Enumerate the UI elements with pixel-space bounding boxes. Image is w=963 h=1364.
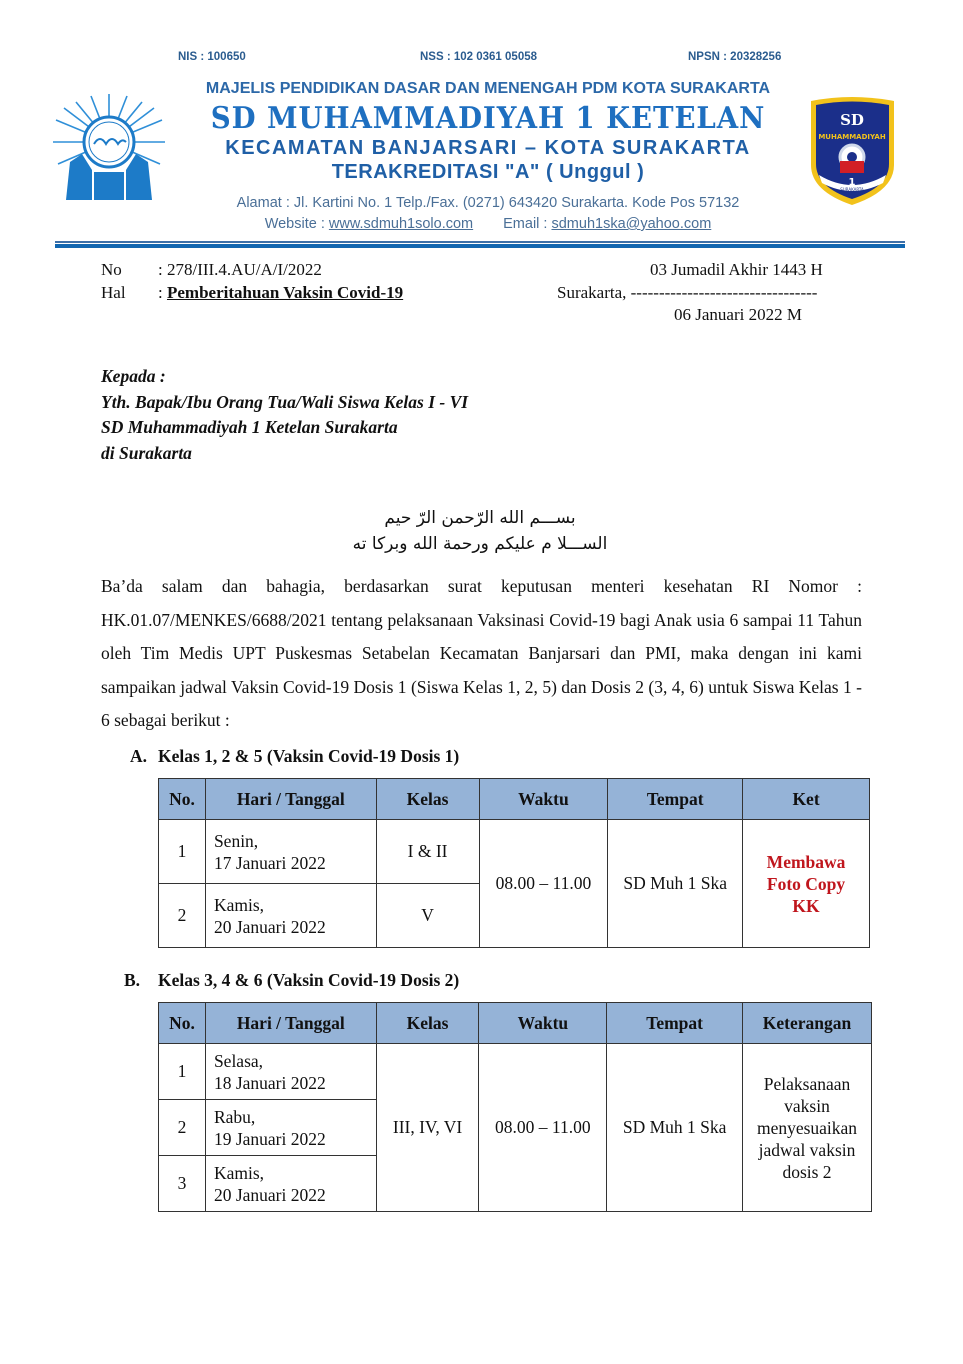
- section-b-text: Kelas 3, 4 & 6 (Vaksin Covid-19 Dosis 2): [158, 970, 460, 990]
- letter-number-label: No: [101, 260, 122, 279]
- row-class: I & II: [376, 820, 479, 884]
- header-divider-thick: [55, 244, 905, 248]
- subject: [158, 283, 403, 303]
- col-header-class: Kelas: [376, 779, 479, 820]
- header-divider-thin: [55, 241, 905, 243]
- row-date-value: 18 Januari 2022: [213, 1072, 326, 1093]
- recipient-line: Kepada :: [101, 366, 166, 386]
- organization-line: MAJELIS PENDIDIKAN DASAR DAN MENENGAH PDM KOTA SURAKARTA: [205, 80, 771, 97]
- row-no: 1: [159, 820, 206, 884]
- col-header-time: Waktu: [479, 779, 608, 820]
- row-day: Senin,: [213, 830, 259, 851]
- date-masehi: 06 Januari 2022 M: [674, 305, 802, 324]
- email-link[interactable]: sdmuh1ska@yahoo.com: [551, 216, 712, 232]
- col-header-class: Kelas: [376, 1003, 479, 1044]
- col-header-note: Ket: [743, 779, 870, 820]
- badge-top-text: SD: [840, 111, 864, 129]
- recipient-block: [101, 364, 468, 466]
- row-place: SD Muh 1 Ska: [607, 1044, 743, 1212]
- npsn-number: NPSN : 20328256: [688, 51, 782, 63]
- table-row: [159, 1044, 872, 1100]
- note-line: Pelaksanaan: [763, 1073, 851, 1094]
- table-header-row: [159, 1003, 872, 1044]
- note-line: KK: [792, 895, 820, 916]
- accreditation-line: TERAKREDITASI "A" ( Unggul ): [331, 161, 645, 183]
- row-no: 2: [159, 884, 206, 948]
- note-line: menyesuaikan: [756, 1117, 858, 1138]
- note-line: dosis 2: [782, 1161, 832, 1182]
- note-line: Foto Copy: [766, 873, 846, 894]
- school-id-numbers: [0, 51, 963, 67]
- col-header-date: Hari / Tanggal: [205, 779, 376, 820]
- subject-label: Hal: [101, 283, 126, 302]
- section-b-letter: B.: [124, 970, 141, 990]
- muhammadiyah-logo-icon: [52, 92, 167, 202]
- recipient-line: Yth. Bapak/Ibu Orang Tua/Wali Siswa Kelas I - VI: [101, 391, 469, 412]
- row-date-value: 17 Januari 2022: [213, 852, 326, 873]
- note-line: jadwal vaksin: [758, 1139, 856, 1160]
- district-line: KECAMATAN BANJARSARI – KOTA SURAKARTA: [225, 137, 751, 159]
- col-header-no: No.: [159, 779, 206, 820]
- salam-greeting: الســـلا م عليكم ورحمة الله وبركا ته: [352, 534, 608, 554]
- col-header-place: Tempat: [607, 1003, 743, 1044]
- row-place: SD Muh 1 Ska: [608, 820, 743, 948]
- place-line: Surakarta, ---------------------------------: [557, 283, 818, 302]
- row-note: [743, 820, 870, 948]
- section-a-letter: A.: [130, 746, 148, 766]
- note-line: vaksin: [784, 1095, 830, 1116]
- row-date-value: 20 Januari 2022: [213, 1184, 326, 1205]
- row-day: Rabu,: [213, 1106, 256, 1127]
- row-day: Selasa,: [213, 1050, 264, 1071]
- website-link[interactable]: www.sdmuh1solo.com: [328, 216, 474, 232]
- schedule-table-dose-2: [158, 1002, 872, 1212]
- col-header-no: No.: [159, 1003, 206, 1044]
- row-note: [743, 1044, 872, 1212]
- body-paragraph: Ba’da salam dan bahagia, berdasarkan surat keputusan menteri kesehatan RI Nomor : HK.01.07/MENKES/6688/2021 tentang pelaksanaan Vaksinasi Covid-19 bagi Anak usia 6 sampai 11 Tahun oleh Tim Medis UPT Puskesmas Setabelan Kecamatan Banjarsari dan PMI, maka dengan ini kami sampaikan jadwal Vaksin Covid-19 Dosis 1 (Siswa Kelas 1, 2, 5) dan Dosis 2 (3, 4, 6) untuk Siswa Kelas 1 - 6 sebagai berikut :: [101, 576, 862, 730]
- address-line: Alamat : Jl. Kartini No. 1 Telp./Fax. (0271) 643420 Surakarta. Kode Pos 57132: [236, 195, 740, 211]
- col-header-note: Keterangan: [743, 1003, 872, 1044]
- note-line: Membawa: [766, 851, 846, 872]
- row-date: [205, 1100, 376, 1156]
- table-row: [159, 820, 870, 884]
- nis-number: NIS : 100650: [178, 51, 246, 63]
- recipient-line: di Surakarta: [101, 442, 192, 463]
- row-no: 2: [159, 1100, 206, 1156]
- col-header-date: Hari / Tanggal: [205, 1003, 376, 1044]
- row-no: 3: [159, 1156, 206, 1212]
- row-date: [205, 820, 376, 884]
- subject-colon: :: [158, 283, 167, 302]
- row-date: [205, 884, 376, 948]
- row-class: III, IV, VI: [376, 1044, 479, 1212]
- table-header-row: [159, 779, 870, 820]
- row-day: Kamis,: [213, 894, 265, 915]
- row-date-value: 20 Januari 2022: [213, 916, 326, 937]
- row-time: 08.00 – 11.00: [479, 820, 608, 948]
- badge-arc-text: MUHAMMADIYAH: [818, 133, 886, 141]
- contact-line: [160, 216, 816, 232]
- nss-number: NSS : 102 0361 05058: [420, 51, 538, 63]
- row-day: Kamis,: [213, 1162, 265, 1183]
- row-date: [205, 1044, 376, 1100]
- subject-text: Pemberitahuan Vaksin Covid-19: [166, 283, 404, 302]
- email-label: Email :: [503, 216, 552, 232]
- row-class: V: [376, 884, 479, 948]
- section-b-title: [124, 970, 459, 991]
- row-no: 1: [159, 1044, 206, 1100]
- col-header-time: Waktu: [479, 1003, 607, 1044]
- school-badge-icon: [805, 95, 900, 207]
- row-date: [205, 1156, 376, 1212]
- section-a-title: [130, 746, 459, 767]
- basmalah: بســـم الله الرّحمن الرّ حيم: [384, 508, 576, 528]
- website-label: Website :: [264, 216, 329, 232]
- section-a-text: Kelas 1, 2 & 5 (Vaksin Covid-19 Dosis 1): [158, 746, 460, 766]
- col-header-place: Tempat: [608, 779, 743, 820]
- date-hijri: 03 Jumadil Akhir 1443 H: [650, 260, 823, 279]
- badge-number: 1: [848, 177, 856, 188]
- row-date-value: 19 Januari 2022: [213, 1128, 326, 1149]
- badge-bottom-text: SURAKARTA: [840, 187, 864, 192]
- schedule-table-dose-1: [158, 778, 870, 948]
- row-time: 08.00 – 11.00: [479, 1044, 607, 1212]
- recipient-line: SD Muhammadiyah 1 Ketelan Surakarta: [101, 417, 398, 437]
- letter-number: : 278/III.4.AU/A/I/2022: [158, 260, 322, 279]
- school-name: SD MUHAMMADIYAH 1 KETELAN: [210, 101, 766, 136]
